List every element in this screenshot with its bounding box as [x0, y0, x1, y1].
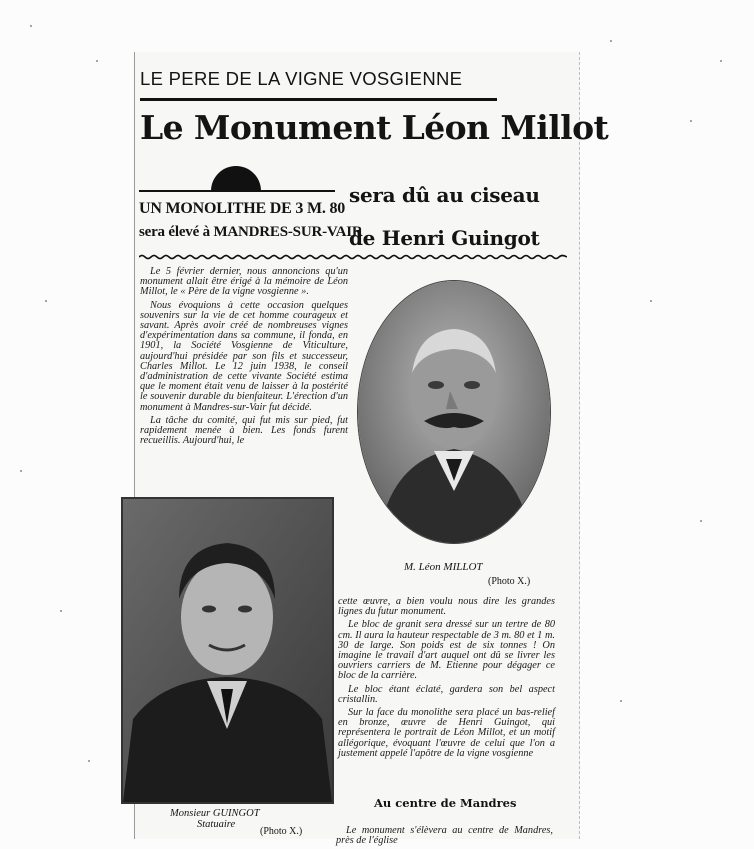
subheading-monolith: UN MONOLITHE DE 3 M. 80 — [139, 200, 346, 217]
deck-line-1: sera dû au ciseau — [349, 183, 540, 207]
photo-caption-guingot: Monsieur GUINGOT — [170, 808, 260, 819]
portrait-guingot-photo — [121, 497, 334, 804]
photo-credit-guingot: (Photo X.) — [260, 826, 303, 837]
paragraph: Le monument s'élèvera au centre de Mandres, près de l'église — [336, 825, 553, 847]
ornament-rule — [139, 190, 335, 192]
portrait-photo-icon — [358, 281, 550, 543]
portrait-millot-photo — [357, 280, 551, 544]
wavy-divider — [139, 254, 567, 260]
subheading-location: sera élevé à MANDRES-SUR-VAIR — [139, 224, 363, 240]
section-heading: Au centre de Mandres — [374, 796, 517, 810]
photo-caption-guingot-role: Statuaire — [197, 819, 236, 830]
article-column-1 — [140, 267, 348, 449]
portrait-photo-icon — [123, 499, 332, 802]
paragraph: cette œuvre, a bien voulu nous dire les grandes lignes du futur monument. — [338, 596, 555, 618]
paragraph: Nous évoquions à cette occasion quelques souvenirs sur la vie de cet homme courageux et savant. Après avoir créé de nombreuses vignes d'expérimentation dans sa commune, il fonda, en 1901, la Société Vosgienne de Viticulture, aujourd'hui présidée par son fils et successeur, Charles Millot. Le 12 juin 1938, le conseil d'administration de cette vivante Société estima que le moment était venu de laisser à la postérité le souvenir durable du bienfaiteur. L'érection d'un monument à Mandres-sur-Vair fut décidé. — [140, 299, 348, 413]
paragraph: La tâche du comité, qui fut mis sur pied, fut rapidement menée à bien. Les fonds furent recueillis. Aujourd'hui, le — [140, 414, 348, 447]
kicker-rule — [140, 98, 497, 101]
kicker-title: LE PERE DE LA VIGNE VOSGIENNE — [140, 68, 463, 89]
paragraph: Le bloc de granit sera dressé sur un tertre de 80 cm. Il aura la hauteur respectable de 3 m. 80 et 1 m. 30 de large. Son poids est de six tonnes ! On imagine le travail d'art auquel ont dû se livrer les ouvriers carriers de M. Etienne pour dégager ce bloc de la carrière. — [338, 619, 555, 682]
photo-caption-millot: M. Léon MILLOT — [404, 561, 483, 573]
paragraph: Le 5 février dernier, nous annoncions qu'un monument allait être érigé à la mémoire de Léon Millot, le « Père de la vigne vosgienne ». — [140, 266, 348, 298]
article-column-3 — [336, 826, 553, 849]
paragraph: Le bloc étant éclaté, gardera son bel aspect cristallin. — [338, 683, 555, 705]
deck-line-2: de Henri Guingot — [349, 226, 540, 250]
paragraph: Sur la face du monolithe sera placé un bas-relief en bronze, œuvre de Henri Guingot, qui représentera le portrait de Léon Millot, et un motif allégorique, évoquant l'œuvre de celui que l'on a justement appelé l'apôtre de la vigne vosgienne — [338, 707, 555, 759]
headline: Le Monument Léon Millot — [140, 108, 609, 147]
photo-credit-millot: (Photo X.) — [488, 576, 531, 587]
article-column-2 — [338, 597, 555, 762]
